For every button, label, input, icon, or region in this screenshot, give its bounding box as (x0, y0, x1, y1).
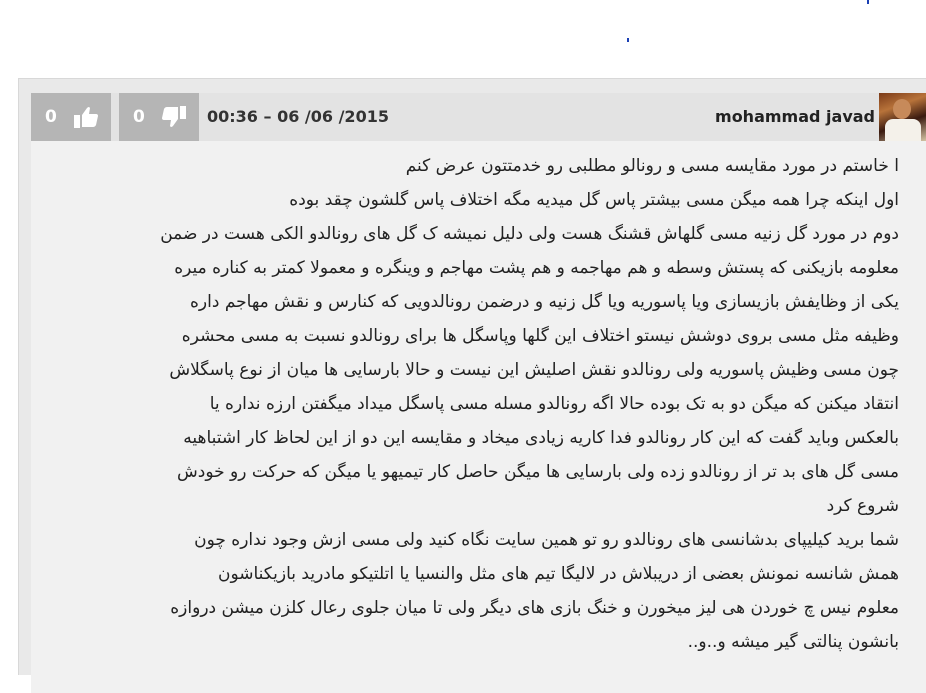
comment-line: بالعکس وباید گفت که این کار رونالدو فدا کاریه زیادی میخاد و مقایسه این دو از این لحاظ کار اشتباهیه (183, 428, 899, 448)
thumbs-down-icon (161, 105, 187, 129)
comment-line: شما برید کیلیپای بدشانسی های رونالدو رو تو همین سایت نگاه کنید ولی مسی ازش وجود نداره چون (194, 530, 899, 550)
comments-panel (18, 78, 926, 675)
comment-line: بانشون پنالتی گیر میشه و..و.. (687, 632, 899, 652)
comment-line: مسی گل های بد تر از رونالدو زده ولی بارسایی ها میگن حاصل کار تیمیهو یا میگن که حرکت رو خودش (177, 462, 899, 482)
comment-body (41, 149, 899, 659)
comment-line: انتقاد میکنن که میگن دو به تک بوده حالا اگه رونالدو مسله مسی پاسگل میداد میگفتن ارزه نداره یا (209, 394, 899, 414)
dislike-count: 0 (133, 107, 145, 127)
like-button[interactable] (31, 93, 111, 141)
comment-line: معلومه بازیکنی که پستش وسطه و هم مهاجمه و هم پشت مهاجم و وینگره و معمولا کمتر به کناره میره (174, 258, 899, 278)
comment-date: 00:36 – 06 /06 /2015 (207, 107, 389, 126)
comment-line: چون مسی وظیش پاسوریه ولی رونالدو نقش اصلیش این نیست و حالا بارسایی ها میان از نوع پاسگلاش (169, 360, 899, 380)
like-count: 0 (45, 107, 57, 127)
comment-line: ا خاستم در مورد مقایسه مسی و رونالو مطلبی رو خدمتتون عرض کنم (405, 156, 899, 176)
comment-line: همش شانسه نمونش بعضی از دریبلاش در لالیگا تیم های مثل والنسیا یا اتلتیکو مادرید بازیکناشون (217, 564, 899, 584)
comment-line: دوم در مورد گل زنیه مسی گلهاش قشنگ هست ولی دلیل نمیشه ک گل های رونالدو الکی هست در ضمن (160, 224, 899, 244)
avatar-face (893, 99, 911, 119)
comment-line: شروع کرد (826, 496, 899, 516)
dislike-button[interactable] (119, 93, 199, 141)
decorative-dot (867, 0, 869, 4)
comment-username[interactable]: mohammad javad (715, 107, 875, 126)
avatar[interactable] (879, 93, 926, 141)
decorative-dot (627, 38, 629, 42)
comment-line: اول اینکه چرا همه میگن مسی بیشتر پاس گل میدیه مگه اختلاف پاس گلشون چقد بوده (289, 190, 899, 210)
comment-line: معلوم نیس چ خوردن هی لیز میخورن و خنگ بازی های دیگر ولی تا میان جلوی رعال کلزن میشن دروازه (170, 598, 899, 618)
thumbs-up-icon (73, 105, 99, 129)
comment-line: وظیفه مثل مسی بروی دوشش نیستو اختلاف این گلها وپاسگل ها برای رونالدو نسبت به مسی محشره (181, 326, 899, 346)
comment-line: یکی از وظایفش بازیسازی ویا پاسوریه ویا گل زنیه و درضمن رونالدویی که کنارس و نقش مهاجم داره (190, 292, 899, 312)
comment-card (31, 93, 926, 693)
comment-header (31, 93, 926, 141)
avatar-shirt (885, 119, 921, 141)
